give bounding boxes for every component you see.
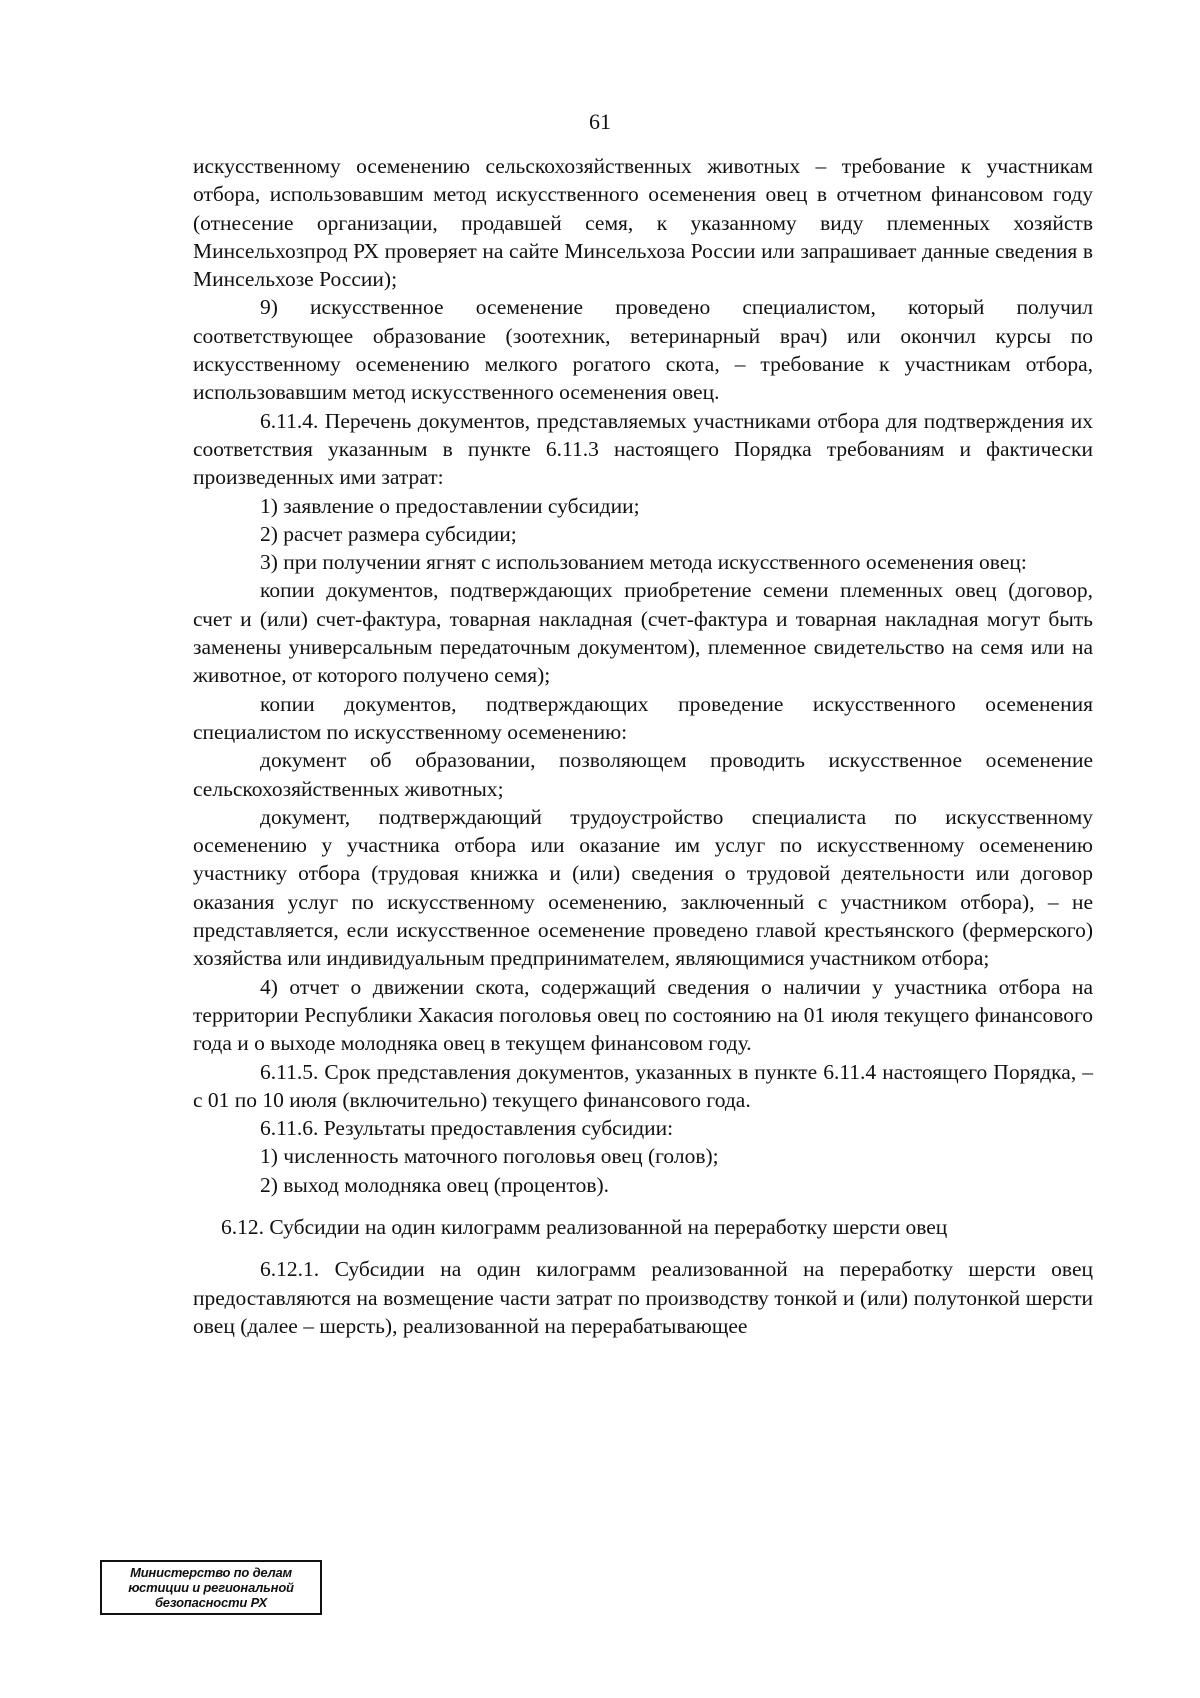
stamp-line: юстиции и региональной	[128, 1580, 294, 1595]
paragraph: копии документов, подтверждающих приобретение семени племенных овец (договор, счет и (или) счет-фактура, товарная накладная (счет-фактура и товарная накладная могут быть заменены универсальным передаточным документом), племенное свидетельство на семя или на животное, от которого получено семя);	[193, 578, 1093, 688]
document-body	[193, 152, 1093, 1340]
paragraph: копии документов, подтверждающих проведение искусственного осеменения специалистом по искусственному осеменению:	[193, 691, 1093, 744]
page-number: 61	[589, 109, 611, 134]
paragraph: 2) выход молодняка овец (процентов).	[260, 1172, 610, 1197]
stamp-line: безопасности РХ	[154, 1595, 268, 1610]
paragraph: 6.12.1. Субсидии на один килограмм реализованной на переработку шерсти овец предоставляются на возмещение части затрат по производству тонкой и (или) полутонкой шерсти овец (далее – шерсть), реализованной на перерабатывающее	[193, 1257, 1093, 1338]
paragraph: 1) численность маточного поголовья овец (голов);	[260, 1144, 719, 1169]
paragraph: 6.11.6. Результаты предоставления субсидии:	[260, 1116, 674, 1141]
stamp-line: Министерство по делам	[130, 1565, 292, 1580]
paragraph: 6.11.5. Срок представления документов, указанных в пункте 6.11.4 настоящего Порядка, – с 01 по 10 июля (включительно) текущего финансового года.	[193, 1059, 1093, 1112]
paragraph: 2) расчет размера субсидии;	[260, 521, 517, 546]
paragraph: 3) при получении ягнят с использованием метода искусственного осеменения овец:	[260, 550, 1027, 575]
paragraph: 4) отчет о движении скота, содержащий сведения о наличии у участника отбора на территории Республики Хакасия поголовья овец по состоянию на 01 июля текущего финансового года и о выходе молодняка овец в текущем финансовом году.	[193, 974, 1093, 1056]
paragraph: 6.11.4. Перечень документов, представляемых участниками отбора для подтверждения их соответствия указанным в пункте 6.11.3 настоящего Порядка требованиям и фактически произведенных ими затрат:	[193, 408, 1093, 490]
section-heading: 6.12. Субсидии на один килограмм реализованной на переработку шерсти овец	[221, 1214, 948, 1239]
paragraph: искусственному осеменению сельскохозяйственных животных – требование к участникам отбора, использовавшим метод искусственного осеменения овец в отчетном финансовом году (отнесение организации, продавшей семя, к указанному виду племенных хозяйств Минсельхозпрод РХ проверяет на сайте Минсельхоза России или запрашивает данные сведения в Минсельхозе России);	[193, 154, 1093, 292]
paragraph: 9) искусственное осеменение проведено специалистом, который получил соответствующее образование (зоотехник, ветеринарный врач) или окончил курсы по искусственному осеменению мелкого рогатого скота, – требование к участникам отбора, использовавшим метод искусственного осеменения овец.	[193, 295, 1093, 405]
ministry-stamp	[100, 1560, 322, 1615]
paragraph: документ, подтверждающий трудоустройство специалиста по искусственному осеменению у участника отбора или оказание им услуг по искусственному осеменению участнику отбора (трудовая книжка и (или) сведения о трудовой деятельности или договор оказания услуг по искусственному осеменению, заключенный с участником отбора), – не представляется, если искусственное осеменение проведено главой крестьянского (фермерского) хозяйства или индивидуальным предпринимателем, являющимися участником отбора;	[193, 804, 1093, 971]
paragraph: 1) заявление о предоставлении субсидии;	[260, 493, 640, 518]
paragraph: документ об образовании, позволяющем проводить искусственное осеменение сельскохозяйственных животных;	[193, 748, 1093, 801]
